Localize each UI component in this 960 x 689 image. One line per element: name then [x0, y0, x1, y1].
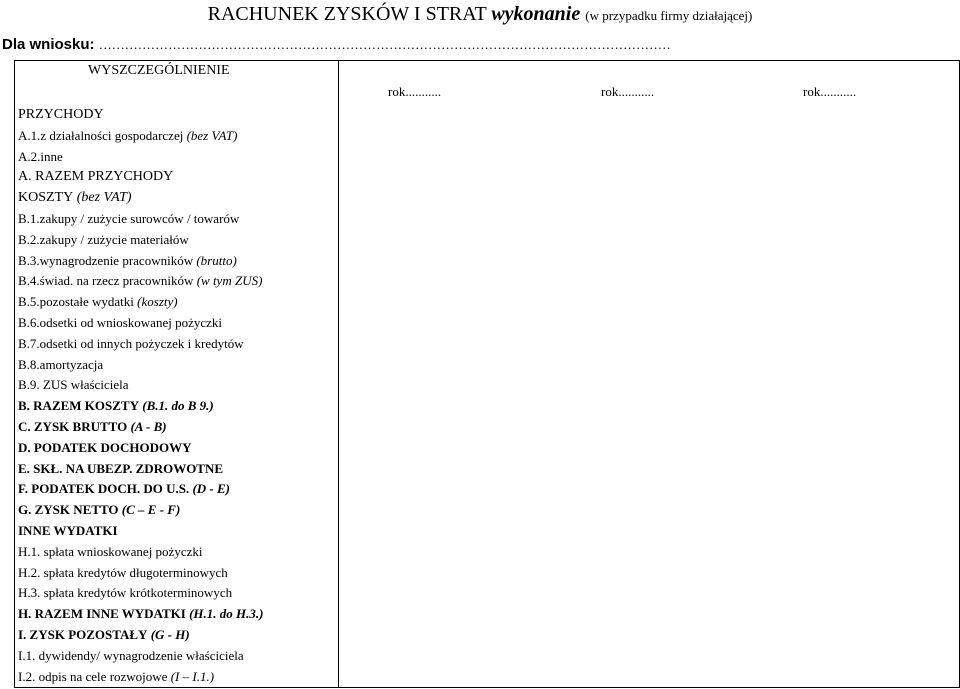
table-row: E. SKŁ. NA UBEZP. ZDROWOTNE	[18, 460, 224, 476]
table-row: B.1.zakupy / zużycie surowców / towarów	[18, 211, 240, 226]
table-row: B.3.wynagrodzenie pracowników (brutto)	[18, 252, 237, 268]
column-header: WYSZCZEGÓLNIENIE	[88, 63, 230, 78]
applicant-line	[2, 36, 671, 53]
table-row: KOSZTY (bez VAT)	[18, 190, 132, 206]
table-row: B.9. ZUS właściciela	[18, 377, 129, 393]
table-row: B.8.amortyzacja	[18, 356, 104, 372]
table-row: I.2. odpis na cele rozwojowe (I – I.1.)	[18, 668, 215, 684]
table-row: INNE WYDATKI	[18, 523, 118, 538]
applicant-dots: ……………………………………………………………………………………………………………………	[98, 37, 671, 52]
table-row: A. RAZEM PRZYCHODY	[18, 169, 174, 185]
table-row: H. RAZEM INNE WYDATKI (H.1. do H.3.)	[18, 606, 264, 622]
table-row: H.3. spłata kredytów krótkoterminowych	[18, 585, 233, 601]
title-main: RACHUNEK ZYSKÓW I STRAT	[207, 3, 487, 25]
year-header-2: rok...........	[601, 84, 655, 99]
table-row: A.2.inne	[18, 148, 63, 164]
title-note: (w przypadku firmy działającej)	[585, 8, 753, 23]
table-row: B. RAZEM KOSZTY (B.1. do B 9.)	[18, 398, 214, 414]
table-row: I. ZYSK POZOSTAŁY (G - H)	[18, 627, 190, 642]
table-row: H.2. spłata kredytów długoterminowych	[18, 564, 228, 580]
year-header-1: rok...........	[388, 84, 442, 99]
table-row: C. ZYSK BRUTTO (A - B)	[18, 419, 167, 434]
table-border-top	[14, 60, 960, 61]
year-header-3: rok...........	[803, 84, 857, 99]
table-row: B.5.pozostałe wydatki (koszty)	[18, 294, 178, 310]
table-border-left	[14, 60, 15, 688]
title-emph: wykonanie	[491, 3, 581, 25]
table-row: PRZYCHODY	[18, 107, 104, 122]
table-row: D. PODATEK DOCHODOWY	[18, 439, 192, 455]
table-row: B.4.świad. na rzecz pracowników (w tym ZUS)	[18, 273, 263, 289]
table-row: F. PODATEK DOCH. DO U.S. (D - E)	[18, 481, 230, 497]
table-row: I.1. dywidendy/ wynagrodzenie właściciela	[18, 647, 244, 663]
page-title	[0, 3, 960, 26]
applicant-label: Dla wniosku:	[2, 36, 95, 53]
table-row: G. ZYSK NETTO (C – E - F)	[18, 502, 181, 518]
table-row: H.1. spłata wnioskowanej pożyczki	[18, 543, 203, 559]
table-border-bottom	[14, 687, 960, 688]
table-row: B.6.odsetki od wnioskowanej pożyczki	[18, 315, 222, 330]
table-row: B.7.odsetki od innych pożyczek i kredytów	[18, 335, 244, 351]
table-row: A.1.z działalności gospodarczej (bez VAT)	[18, 127, 238, 143]
table-row: B.2.zakupy / zużycie materiałów	[18, 231, 189, 247]
table-divider	[338, 60, 339, 688]
